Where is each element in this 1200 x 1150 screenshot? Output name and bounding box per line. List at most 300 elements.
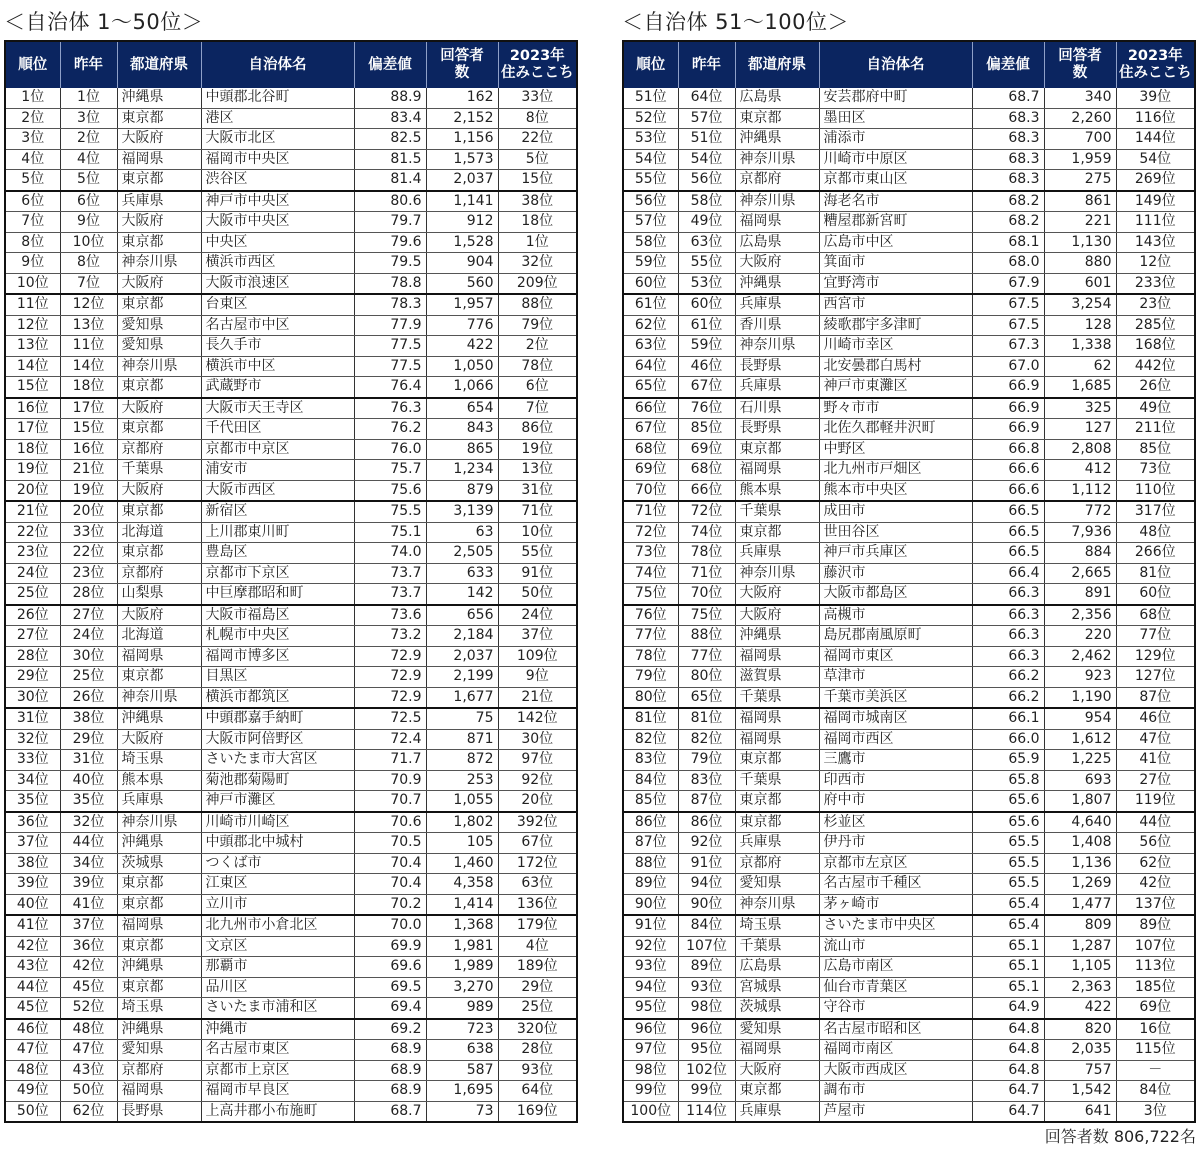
cell-sumi-rank-2023: 56位: [1116, 833, 1195, 854]
cell-score: 68.7: [972, 88, 1044, 108]
cell-prefecture: 千葉県: [735, 687, 819, 708]
cell-sumi-rank-2023: 189位: [498, 957, 577, 978]
cell-respondents: 1,677: [426, 687, 498, 708]
cell-respondents: 1,050: [426, 356, 498, 377]
cell-rank: 97位: [623, 1040, 678, 1061]
cell-previous-rank: 82位: [678, 729, 735, 750]
cell-respondents: 871: [426, 729, 498, 750]
cell-municipality: 大阪市天王寺区: [201, 398, 354, 419]
cell-rank: 90位: [623, 894, 678, 915]
cell-previous-rank: 99位: [678, 1081, 735, 1102]
cell-score: 71.7: [354, 750, 426, 771]
cell-municipality: 京都市上京区: [201, 1060, 354, 1081]
table-row: [5, 501, 577, 522]
cell-respondents: 1,957: [426, 294, 498, 315]
cell-rank: 83位: [623, 750, 678, 771]
cell-respondents: 1,542: [1044, 1081, 1116, 1102]
cell-respondents: 923: [1044, 667, 1116, 688]
cell-previous-rank: 34位: [60, 853, 117, 874]
table-row: [5, 294, 577, 315]
cell-rank: 57位: [623, 212, 678, 233]
cell-respondents: 757: [1044, 1060, 1116, 1081]
cell-rank: 68位: [623, 439, 678, 460]
table-row: [5, 129, 577, 150]
cell-previous-rank: 74位: [678, 522, 735, 543]
cell-sumi-rank-2023: 92位: [498, 770, 577, 791]
cell-respondents: 700: [1044, 129, 1116, 150]
cell-municipality: 横浜市西区: [201, 253, 354, 274]
cell-respondents: 1,959: [1044, 149, 1116, 170]
table-row: [5, 936, 577, 957]
cell-respondents: 1,460: [426, 853, 498, 874]
cell-respondents: 954: [1044, 708, 1116, 729]
cell-respondents: 1,234: [426, 460, 498, 481]
cell-rank: 43位: [5, 957, 60, 978]
cell-municipality: 大阪市阿倍野区: [201, 729, 354, 750]
cell-rank: 46位: [5, 1019, 60, 1040]
cell-previous-rank: 69位: [678, 439, 735, 460]
table-row: [5, 419, 577, 440]
cell-prefecture: 東京都: [117, 294, 201, 315]
cell-sumi-rank-2023: 38位: [498, 191, 577, 212]
cell-previous-rank: 86位: [678, 812, 735, 833]
column-header-previous-rank: 昨年: [60, 41, 117, 88]
cell-previous-rank: 21位: [60, 460, 117, 481]
cell-sumi-rank-2023: 46位: [1116, 708, 1195, 729]
cell-sumi-rank-2023: 172位: [498, 853, 577, 874]
cell-previous-rank: 40位: [60, 770, 117, 791]
table-row: [5, 543, 577, 564]
cell-municipality: さいたま市浦和区: [201, 998, 354, 1019]
cell-score: 69.9: [354, 936, 426, 957]
column-header-score: 偏差値: [354, 41, 426, 88]
cell-score: 66.1: [972, 708, 1044, 729]
cell-sumi-rank-2023: 144位: [1116, 129, 1195, 150]
table-row: [623, 626, 1195, 647]
cell-respondents: 63: [426, 522, 498, 543]
cell-prefecture: 神奈川県: [117, 687, 201, 708]
cell-prefecture: 長野県: [117, 1101, 201, 1122]
cell-score: 70.2: [354, 894, 426, 915]
cell-rank: 75位: [623, 584, 678, 605]
cell-prefecture: 大阪府: [735, 584, 819, 605]
cell-prefecture: 大阪府: [117, 273, 201, 294]
table-row: [623, 853, 1195, 874]
cell-sumi-rank-2023: 107位: [1116, 936, 1195, 957]
column-header-respondents: 回答者 数: [1044, 41, 1116, 88]
cell-score: 79.6: [354, 232, 426, 253]
cell-respondents: 1,802: [426, 812, 498, 833]
cell-prefecture: 熊本県: [117, 770, 201, 791]
cell-prefecture: 長野県: [735, 356, 819, 377]
table-row: [5, 957, 577, 978]
cell-sumi-rank-2023: 12位: [1116, 253, 1195, 274]
cell-respondents: 884: [1044, 543, 1116, 564]
cell-rank: 3位: [5, 129, 60, 150]
table-row: [623, 605, 1195, 626]
cell-prefecture: 東京都: [117, 232, 201, 253]
cell-sumi-rank-2023: 9位: [498, 667, 577, 688]
cell-respondents: 1,269: [1044, 874, 1116, 895]
table-row: [5, 336, 577, 357]
cell-prefecture: 愛知県: [117, 336, 201, 357]
cell-municipality: 藤沢市: [819, 563, 972, 584]
cell-previous-rank: 36位: [60, 936, 117, 957]
cell-municipality: 中頭郡北谷町: [201, 88, 354, 108]
cell-municipality: 福岡市博多区: [201, 646, 354, 667]
table-row: [5, 605, 577, 626]
cell-previous-rank: 18位: [60, 377, 117, 398]
cell-score: 66.3: [972, 646, 1044, 667]
table-row: [5, 915, 577, 936]
column-header-municipality: 自治体名: [819, 41, 972, 88]
cell-rank: 65位: [623, 377, 678, 398]
table-row: [5, 977, 577, 998]
cell-rank: 84位: [623, 770, 678, 791]
table-row: [5, 770, 577, 791]
ranking-section-51-100: [622, 0, 1194, 1123]
cell-rank: 69位: [623, 460, 678, 481]
cell-municipality: 福岡市西区: [819, 729, 972, 750]
cell-prefecture: 東京都: [117, 667, 201, 688]
table-row: [5, 687, 577, 708]
cell-municipality: 神戸市灘区: [201, 791, 354, 812]
cell-previous-rank: 59位: [678, 336, 735, 357]
cell-respondents: 253: [426, 770, 498, 791]
table-row: [5, 439, 577, 460]
cell-respondents: 1,105: [1044, 957, 1116, 978]
cell-prefecture: 茨城県: [117, 853, 201, 874]
cell-sumi-rank-2023: 37位: [498, 626, 577, 647]
cell-previous-rank: 81位: [678, 708, 735, 729]
cell-score: 68.3: [972, 170, 1044, 191]
cell-rank: 71位: [623, 501, 678, 522]
cell-municipality: 文京区: [201, 936, 354, 957]
cell-municipality: 川崎市川崎区: [201, 812, 354, 833]
cell-sumi-rank-2023: 6位: [498, 377, 577, 398]
column-header-respondents: 回答者 数: [426, 41, 498, 88]
cell-score: 76.3: [354, 398, 426, 419]
cell-score: 80.6: [354, 191, 426, 212]
cell-rank: 4位: [5, 149, 60, 170]
cell-score: 72.9: [354, 646, 426, 667]
cell-score: 66.3: [972, 584, 1044, 605]
cell-score: 79.5: [354, 253, 426, 274]
cell-respondents: 633: [426, 563, 498, 584]
cell-prefecture: 広島県: [735, 232, 819, 253]
table-row: [623, 460, 1195, 481]
cell-previous-rank: 13位: [60, 315, 117, 336]
cell-score: 66.6: [972, 480, 1044, 501]
cell-previous-rank: 85位: [678, 419, 735, 440]
section-title: ＜自治体 1〜50位＞: [4, 10, 204, 34]
cell-score: 68.9: [354, 1060, 426, 1081]
cell-prefecture: 山梨県: [117, 584, 201, 605]
cell-previous-rank: 15位: [60, 419, 117, 440]
cell-prefecture: 千葉県: [735, 936, 819, 957]
cell-previous-rank: 84位: [678, 915, 735, 936]
cell-previous-rank: 90位: [678, 894, 735, 915]
cell-previous-rank: 96位: [678, 1019, 735, 1040]
cell-prefecture: 東京都: [117, 977, 201, 998]
cell-rank: 5位: [5, 170, 60, 191]
cell-municipality: 守谷市: [819, 998, 972, 1019]
cell-prefecture: 茨城県: [735, 998, 819, 1019]
cell-sumi-rank-2023: 26位: [1116, 377, 1195, 398]
cell-rank: 82位: [623, 729, 678, 750]
cell-respondents: 325: [1044, 398, 1116, 419]
cell-municipality: 大阪市浪速区: [201, 273, 354, 294]
cell-score: 70.6: [354, 812, 426, 833]
cell-municipality: 京都市下京区: [201, 563, 354, 584]
cell-rank: 59位: [623, 253, 678, 274]
cell-sumi-rank-2023: 142位: [498, 708, 577, 729]
cell-municipality: 横浜市都筑区: [201, 687, 354, 708]
cell-previous-rank: 29位: [60, 729, 117, 750]
table-row: [5, 108, 577, 129]
cell-rank: 31位: [5, 708, 60, 729]
cell-prefecture: 沖縄県: [117, 88, 201, 108]
cell-sumi-rank-2023: 48位: [1116, 522, 1195, 543]
cell-respondents: 1,156: [426, 129, 498, 150]
table-row: [623, 273, 1195, 294]
cell-score: 69.4: [354, 998, 426, 1019]
cell-score: 68.7: [354, 1101, 426, 1122]
cell-respondents: 904: [426, 253, 498, 274]
cell-municipality: 大阪市西成区: [819, 1060, 972, 1081]
table-row: [5, 750, 577, 771]
cell-sumi-rank-2023: 22位: [498, 129, 577, 150]
table-row: [5, 212, 577, 233]
cell-sumi-rank-2023: 392位: [498, 812, 577, 833]
cell-prefecture: 兵庫県: [117, 791, 201, 812]
cell-municipality: 大阪市都島区: [819, 584, 972, 605]
cell-rank: 6位: [5, 191, 60, 212]
cell-sumi-rank-2023: 19位: [498, 439, 577, 460]
cell-prefecture: 東京都: [735, 439, 819, 460]
cell-sumi-rank-2023: 62位: [1116, 853, 1195, 874]
cell-previous-rank: 88位: [678, 626, 735, 647]
cell-previous-rank: 25位: [60, 667, 117, 688]
cell-previous-rank: 27位: [60, 605, 117, 626]
cell-respondents: 880: [1044, 253, 1116, 274]
cell-sumi-rank-2023: 20位: [498, 791, 577, 812]
cell-rank: 60位: [623, 273, 678, 294]
cell-rank: 39位: [5, 874, 60, 895]
cell-score: 75.7: [354, 460, 426, 481]
cell-municipality: 福岡市南区: [819, 1040, 972, 1061]
cell-score: 64.9: [972, 998, 1044, 1019]
cell-sumi-rank-2023: 25位: [498, 998, 577, 1019]
cell-respondents: 865: [426, 439, 498, 460]
cell-respondents: 75: [426, 708, 498, 729]
cell-previous-rank: 102位: [678, 1060, 735, 1081]
cell-previous-rank: 62位: [60, 1101, 117, 1122]
cell-rank: 28位: [5, 646, 60, 667]
cell-municipality: 立川市: [201, 894, 354, 915]
cell-municipality: 千代田区: [201, 419, 354, 440]
cell-sumi-rank-2023: 285位: [1116, 315, 1195, 336]
cell-sumi-rank-2023: 136位: [498, 894, 577, 915]
cell-previous-rank: 72位: [678, 501, 735, 522]
cell-score: 66.0: [972, 729, 1044, 750]
cell-score: 73.2: [354, 626, 426, 647]
table-row: [5, 377, 577, 398]
cell-prefecture: 沖縄県: [117, 833, 201, 854]
table-row: [5, 998, 577, 1019]
cell-prefecture: 東京都: [117, 936, 201, 957]
cell-rank: 61位: [623, 294, 678, 315]
cell-previous-rank: 54位: [678, 149, 735, 170]
cell-score: 77.5: [354, 356, 426, 377]
cell-respondents: 989: [426, 998, 498, 1019]
cell-sumi-rank-2023: 71位: [498, 501, 577, 522]
cell-respondents: 221: [1044, 212, 1116, 233]
cell-sumi-rank-2023: 41位: [1116, 750, 1195, 771]
cell-rank: 25位: [5, 584, 60, 605]
cell-sumi-rank-2023: 7位: [498, 398, 577, 419]
cell-sumi-rank-2023: 211位: [1116, 419, 1195, 440]
ranking-table: [622, 40, 1196, 1123]
cell-rank: 78位: [623, 646, 678, 667]
cell-municipality: 京都市中京区: [201, 439, 354, 460]
cell-previous-rank: 12位: [60, 294, 117, 315]
cell-sumi-rank-2023: 18位: [498, 212, 577, 233]
cell-score: 88.9: [354, 88, 426, 108]
cell-sumi-rank-2023: 149位: [1116, 191, 1195, 212]
cell-sumi-rank-2023: 3位: [1116, 1101, 1195, 1122]
cell-sumi-rank-2023: 73位: [1116, 460, 1195, 481]
cell-rank: 32位: [5, 729, 60, 750]
cell-municipality: 武蔵野市: [201, 377, 354, 398]
cell-previous-rank: 4位: [60, 149, 117, 170]
column-header-rank: 順位: [5, 41, 60, 88]
cell-prefecture: 東京都: [117, 874, 201, 895]
cell-municipality: 糟屋郡新宮町: [819, 212, 972, 233]
cell-prefecture: 宮城県: [735, 977, 819, 998]
cell-previous-rank: 92位: [678, 833, 735, 854]
table-row: [5, 812, 577, 833]
table-row: [623, 936, 1195, 957]
cell-rank: 16位: [5, 398, 60, 419]
column-header-rank: 順位: [623, 41, 678, 88]
cell-respondents: 560: [426, 273, 498, 294]
cell-sumi-rank-2023: 91位: [498, 563, 577, 584]
cell-rank: 11位: [5, 294, 60, 315]
cell-sumi-rank-2023: 44位: [1116, 812, 1195, 833]
table-row: [623, 563, 1195, 584]
cell-respondents: 891: [1044, 584, 1116, 605]
cell-previous-rank: 37位: [60, 915, 117, 936]
cell-municipality: 中野区: [819, 439, 972, 460]
cell-respondents: 1,695: [426, 1081, 498, 1102]
cell-respondents: 772: [1044, 501, 1116, 522]
cell-municipality: 那覇市: [201, 957, 354, 978]
cell-municipality: 福岡市城南区: [819, 708, 972, 729]
cell-rank: 22位: [5, 522, 60, 543]
cell-rank: 98位: [623, 1060, 678, 1081]
cell-rank: 14位: [5, 356, 60, 377]
cell-score: 73.7: [354, 584, 426, 605]
cell-respondents: 654: [426, 398, 498, 419]
table-row: [5, 1060, 577, 1081]
cell-municipality: 名古屋市昭和区: [819, 1019, 972, 1040]
cell-prefecture: 埼玉県: [117, 750, 201, 771]
cell-sumi-rank-2023: 317位: [1116, 501, 1195, 522]
cell-sumi-rank-2023: 179位: [498, 915, 577, 936]
cell-prefecture: 京都府: [735, 853, 819, 874]
cell-municipality: 茅ヶ崎市: [819, 894, 972, 915]
ranking-section-1-50: [4, 0, 576, 1123]
cell-respondents: 2,505: [426, 543, 498, 564]
cell-rank: 80位: [623, 687, 678, 708]
cell-previous-rank: 66位: [678, 480, 735, 501]
cell-respondents: 656: [426, 605, 498, 626]
cell-municipality: 北佐久郡軽井沢町: [819, 419, 972, 440]
cell-rank: 37位: [5, 833, 60, 854]
table-row: [623, 1081, 1195, 1102]
table-row: [5, 170, 577, 191]
cell-prefecture: 東京都: [735, 812, 819, 833]
cell-previous-rank: 41位: [60, 894, 117, 915]
cell-previous-rank: 5位: [60, 170, 117, 191]
cell-previous-rank: 114位: [678, 1101, 735, 1122]
table-row: [623, 522, 1195, 543]
cell-rank: 70位: [623, 480, 678, 501]
cell-municipality: 北九州市戸畑区: [819, 460, 972, 481]
table-row: [5, 315, 577, 336]
table-row: [623, 791, 1195, 812]
cell-rank: 42位: [5, 936, 60, 957]
cell-municipality: 福岡市早良区: [201, 1081, 354, 1102]
cell-respondents: 3,270: [426, 977, 498, 998]
cell-previous-rank: 42位: [60, 957, 117, 978]
cell-rank: 92位: [623, 936, 678, 957]
cell-respondents: 1,141: [426, 191, 498, 212]
cell-score: 68.3: [972, 149, 1044, 170]
cell-score: 64.7: [972, 1081, 1044, 1102]
cell-respondents: 1,408: [1044, 833, 1116, 854]
cell-sumi-rank-2023: 47位: [1116, 729, 1195, 750]
cell-prefecture: 愛知県: [735, 1019, 819, 1040]
cell-prefecture: 滋賀県: [735, 667, 819, 688]
cell-respondents: 1,338: [1044, 336, 1116, 357]
cell-prefecture: 京都府: [735, 170, 819, 191]
cell-rank: 62位: [623, 315, 678, 336]
cell-rank: 87位: [623, 833, 678, 854]
cell-sumi-rank-2023: 1位: [498, 232, 577, 253]
table-row: [623, 108, 1195, 129]
section-title: ＜自治体 51〜100位＞: [622, 10, 849, 34]
cell-municipality: 浦安市: [201, 460, 354, 481]
cell-prefecture: 愛知県: [117, 315, 201, 336]
cell-municipality: 川崎市幸区: [819, 336, 972, 357]
table-row: [5, 667, 577, 688]
cell-score: 69.6: [354, 957, 426, 978]
cell-sumi-rank-2023: 320位: [498, 1019, 577, 1040]
table-row: [5, 708, 577, 729]
cell-prefecture: 東京都: [735, 791, 819, 812]
cell-sumi-rank-2023: 111位: [1116, 212, 1195, 233]
cell-score: 73.7: [354, 563, 426, 584]
cell-respondents: 776: [426, 315, 498, 336]
cell-municipality: 長久手市: [201, 336, 354, 357]
cell-sumi-rank-2023: 169位: [498, 1101, 577, 1122]
column-header-previous-rank: 昨年: [678, 41, 735, 88]
table-row: [623, 232, 1195, 253]
cell-respondents: 2,199: [426, 667, 498, 688]
cell-respondents: 275: [1044, 170, 1116, 191]
